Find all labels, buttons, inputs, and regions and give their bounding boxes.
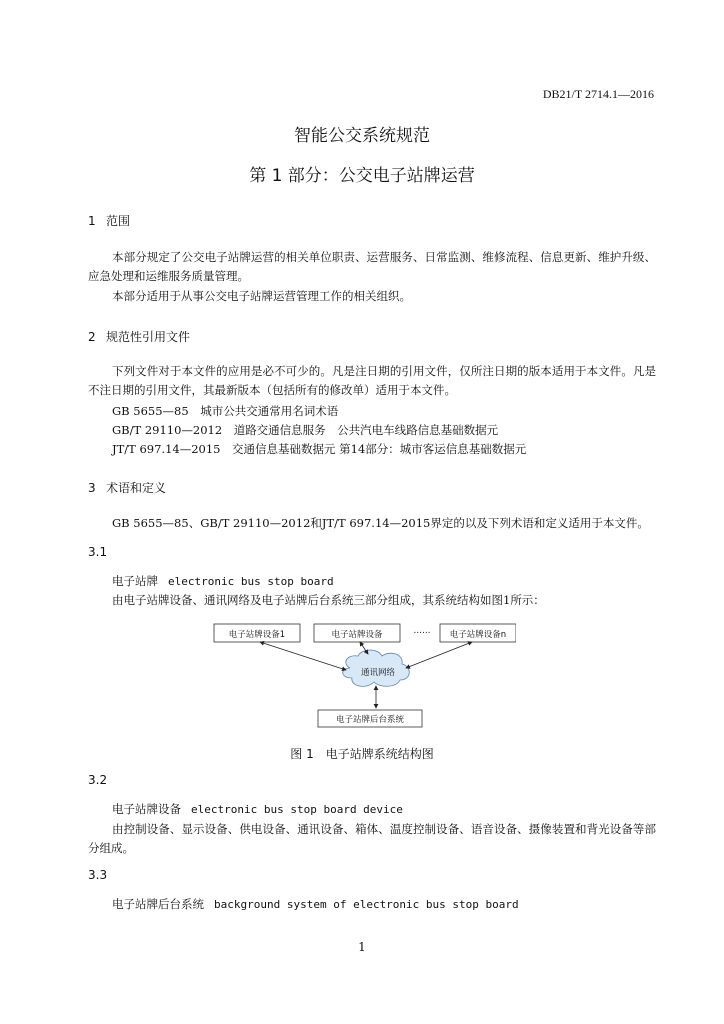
terms-intro: GB 5655—85、GB/T 29110—2012和JT/T 697.14—2015界定的以及下列术语和定义适用于本文件。 [112,516,649,530]
term-3-2-definition: 由控制设备、显示设备、供电设备、通讯设备、箱体、温度控制设备、语音设备、摄像装置和背光设备等部分组成。 [88,822,656,855]
term-en: electronic bus stop board [168,575,334,588]
standard-number: DB21/T 2714.1—2016 [542,87,654,101]
term-cn: 电子站牌后台系统 [112,897,204,911]
device-label-n: 电子站牌设备n [449,630,507,640]
term-3-1 [112,573,334,589]
link-devicen-network [406,642,472,668]
scope-paragraph-1: 本部分规定了公交电子站牌运营的相关单位职责、运营服务、日常监测、维修流程、信息更新、维护升级、应急处理和运维服务质量管理。 [88,250,656,283]
reference-item: GB 5655—85 城市公共交通常用名词术语 [112,404,339,418]
document-subtitle: 第 1 部分：公交电子站牌运营 [249,166,475,186]
section-number: 2 [88,330,96,344]
term-en: electronic bus stop board device [191,803,403,816]
section-title: 术语和定义 [106,481,167,495]
section-heading-scope [88,212,130,229]
term-number-3-2: 3.2 [88,773,108,787]
device-label-2: 电子站牌设备 [331,630,383,640]
term-3-2 [112,801,403,817]
link-device1-network [260,642,346,670]
section-number: 3 [88,481,96,495]
section-title: 规范性引用文件 [106,330,191,344]
normative-paragraph: 下列文件对于本文件的应用是必不可少的。凡是注日期的引用文件，仅所注日期的版本适用于本文件。凡是不注日期的引用文件，其最新版本（包括所有的修改单）适用于本文件。 [88,364,656,397]
term-3-3 [112,896,519,912]
term-number-3-3: 3.3 [88,868,108,882]
backend-label: 电子站牌后台系统 [335,715,404,725]
page-number: 1 [358,940,366,954]
device-label-1: 电子站牌设备1 [228,630,286,640]
term-number-3-1: 3.1 [88,545,108,559]
scope-paragraph-2: 本部分适用于从事公交电子站牌运营管理工作的相关组织。 [112,289,411,303]
term-en: background system of electronic bus stop board [214,898,519,911]
reference-item: GB/T 29110—2012 道路交通信息服务 公共汽电车线路信息基础数据元 [112,423,499,437]
document-title: 智能公交系统规范 [294,126,430,146]
section-heading-normative [88,328,190,345]
section-title: 范围 [106,214,131,228]
term-cn: 电子站牌 [112,574,158,588]
device-ellipsis: …… [413,626,431,636]
network-cloud-label: 通讯网络 [360,668,395,678]
figure-1-diagram [210,620,516,732]
reference-item: JT/T 697.14—2015 交通信息基础数据元 第14部分：城市客运信息基础数据元 [112,442,527,456]
figure-1-caption: 图 1 电子站牌系统结构图 [290,747,434,761]
term-3-1-definition: 由电子站牌设备、通讯网络及电子站牌后台系统三部分组成，其系统结构如图1所示： [112,593,545,607]
section-number: 1 [88,214,96,228]
term-cn: 电子站牌设备 [112,802,181,816]
section-heading-terms [88,479,166,496]
